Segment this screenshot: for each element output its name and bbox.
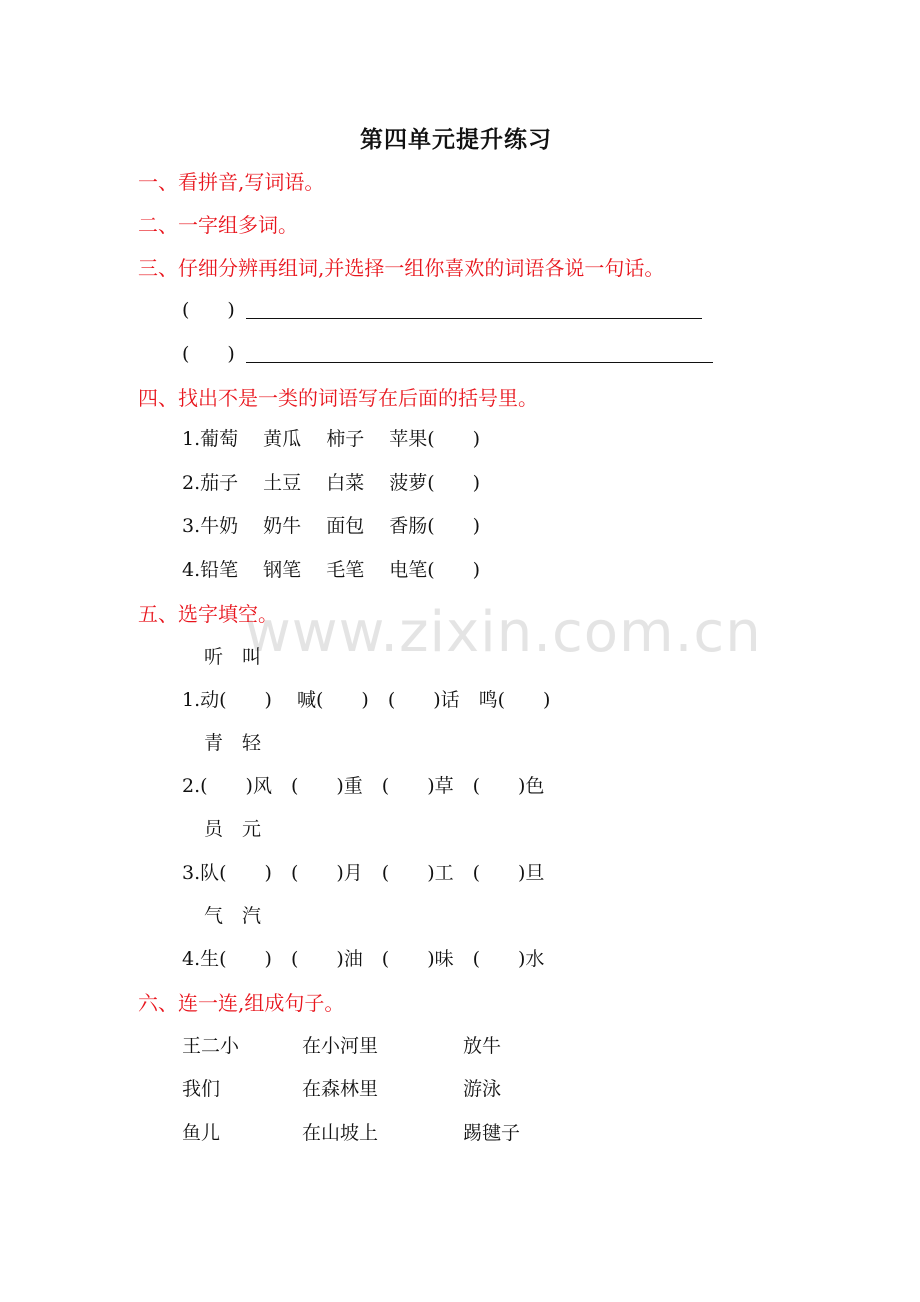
page-title: 第四单元提升练习 — [360, 126, 552, 153]
match-subject-3: 鱼儿 — [182, 1122, 221, 1144]
match-place-1: 在小河里 — [302, 1035, 379, 1057]
match-action-1: 放牛 — [463, 1035, 502, 1057]
section-5-heading: 五、选字填空。 — [138, 602, 278, 626]
match-subject-2: 我们 — [182, 1078, 221, 1100]
odd-one-out-item-1: 1.葡萄 黄瓜 柿子 苹果( ) — [182, 428, 481, 450]
match-place-3: 在山坡上 — [302, 1122, 379, 1144]
sentence-writing-line-1 — [246, 318, 702, 319]
section-4-heading: 四、找出不是一类的词语写在后面的括号里。 — [138, 386, 538, 410]
sentence-paren-2: ( ) — [182, 343, 235, 365]
odd-one-out-item-3: 3.牛奶 奶牛 面包 香肠( ) — [182, 515, 481, 537]
choice-chars-3: 员 元 — [204, 818, 262, 840]
section-6-heading: 六、连一连,组成句子。 — [138, 991, 345, 1015]
fill-in-line-3: 3.队( ) ( )月 ( )工 ( )旦 — [182, 862, 545, 884]
fill-in-line-4: 4.生( ) ( )油 ( )味 ( )水 — [182, 948, 545, 970]
odd-one-out-item-2: 2.茄子 土豆 白菜 菠萝( ) — [182, 472, 481, 494]
watermark: www.zixin.com.cn — [245, 600, 762, 665]
match-subject-1: 王二小 — [182, 1035, 240, 1057]
fill-in-line-2: 2.( )风 ( )重 ( )草 ( )色 — [182, 775, 545, 797]
section-2-heading: 二、一字组多词。 — [138, 213, 298, 237]
fill-in-line-1: 1.动( ) 喊( ) ( )话 鸣( ) — [182, 689, 551, 711]
sentence-writing-line-2 — [246, 362, 713, 363]
choice-chars-2: 青 轻 — [204, 732, 262, 754]
section-3-heading: 三、仔细分辨再组词,并选择一组你喜欢的词语各说一句话。 — [138, 256, 665, 280]
choice-chars-1: 听 叫 — [204, 646, 262, 668]
match-place-2: 在森林里 — [302, 1078, 379, 1100]
match-action-3: 踢毽子 — [463, 1122, 521, 1144]
match-action-2: 游泳 — [463, 1078, 502, 1100]
choice-chars-4: 气 汽 — [204, 905, 262, 927]
section-1-heading: 一、看拼音,写词语。 — [138, 170, 325, 194]
odd-one-out-item-4: 4.铅笔 钢笔 毛笔 电笔( ) — [182, 559, 481, 581]
sentence-paren-1: ( ) — [182, 299, 235, 321]
